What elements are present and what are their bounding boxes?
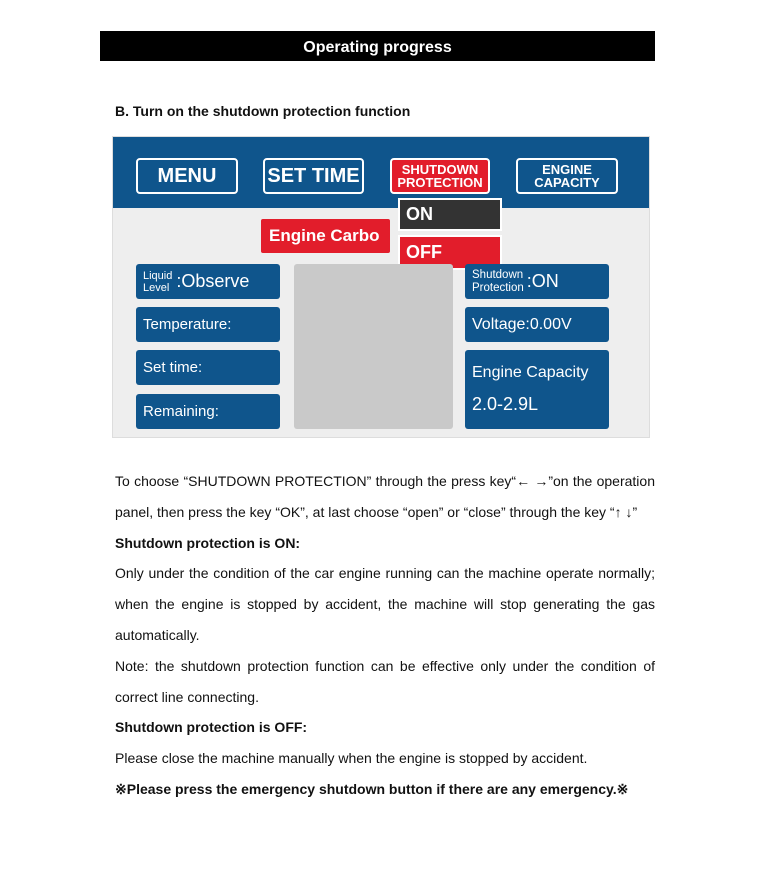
label: ENGINE — [542, 162, 592, 177]
engine-capacity-button[interactable] — [516, 158, 618, 194]
engine-capacity-label: Engine Capacity — [472, 364, 589, 381]
dropdown-option-on[interactable]: ON — [398, 198, 502, 231]
set-time-button[interactable]: SET TIME — [263, 158, 364, 194]
emergency-warning: ※Please press the emergency shutdown button if there are any emergency.※ — [115, 780, 629, 797]
label: Liquid — [143, 269, 173, 282]
engine-capacity-value: 2.0-2.9L — [472, 394, 539, 414]
label: CAPACITY — [534, 175, 600, 190]
label: PROTECTION — [397, 175, 483, 190]
section-title: B. Turn on the shutdown protection function — [115, 103, 411, 119]
remaining-panel: Remaining: — [136, 394, 280, 429]
paragraph: Note: the shutdown protection function can be effective only under the condition of correct line connecting. — [115, 657, 655, 705]
display-area — [294, 264, 453, 429]
paragraph: Only under the condition of the car engine running can the machine operate normally; when the engine is stopped by accident, the machine will stop generating the gas automatically. — [115, 565, 655, 643]
off-heading: Shutdown protection is OFF: — [115, 719, 308, 736]
temperature-panel: Temperature: — [136, 307, 280, 342]
menu-button[interactable]: MENU — [136, 158, 238, 194]
set-time-panel: Set time: — [136, 350, 280, 385]
on-heading: Shutdown protection is ON: — [115, 534, 301, 551]
label: Protection — [472, 281, 524, 294]
label: SHUTDOWN — [401, 162, 479, 177]
liquid-level-value: :Observe — [176, 271, 250, 291]
dropdown-option-off[interactable]: OFF — [398, 235, 502, 270]
shutdown-protection-value: :ON — [526, 271, 559, 291]
shutdown-protection-panel — [465, 264, 609, 299]
label: Shutdown — [472, 268, 524, 281]
paragraph: To choose “SHUTDOWN PROTECTION” through the press key“← →”on the operation panel, then press the key “OK”, at last choose “open” or “close” through the key “↑ ↓” — [115, 473, 655, 520]
section-header: Operating progress — [100, 31, 655, 61]
paragraph: Please close the machine manually when the engine is stopped by accident. — [115, 750, 588, 767]
label: Level — [143, 281, 170, 294]
control-panel-screenshot — [112, 136, 650, 438]
liquid-level-panel — [136, 264, 280, 299]
engine-capacity-panel — [465, 350, 609, 429]
instructions — [115, 466, 655, 805]
shutdown-protection-button[interactable] — [390, 158, 490, 194]
engine-carbon-banner: Engine Carbo — [261, 219, 390, 253]
voltage-panel: Voltage:0.00V — [465, 307, 609, 342]
